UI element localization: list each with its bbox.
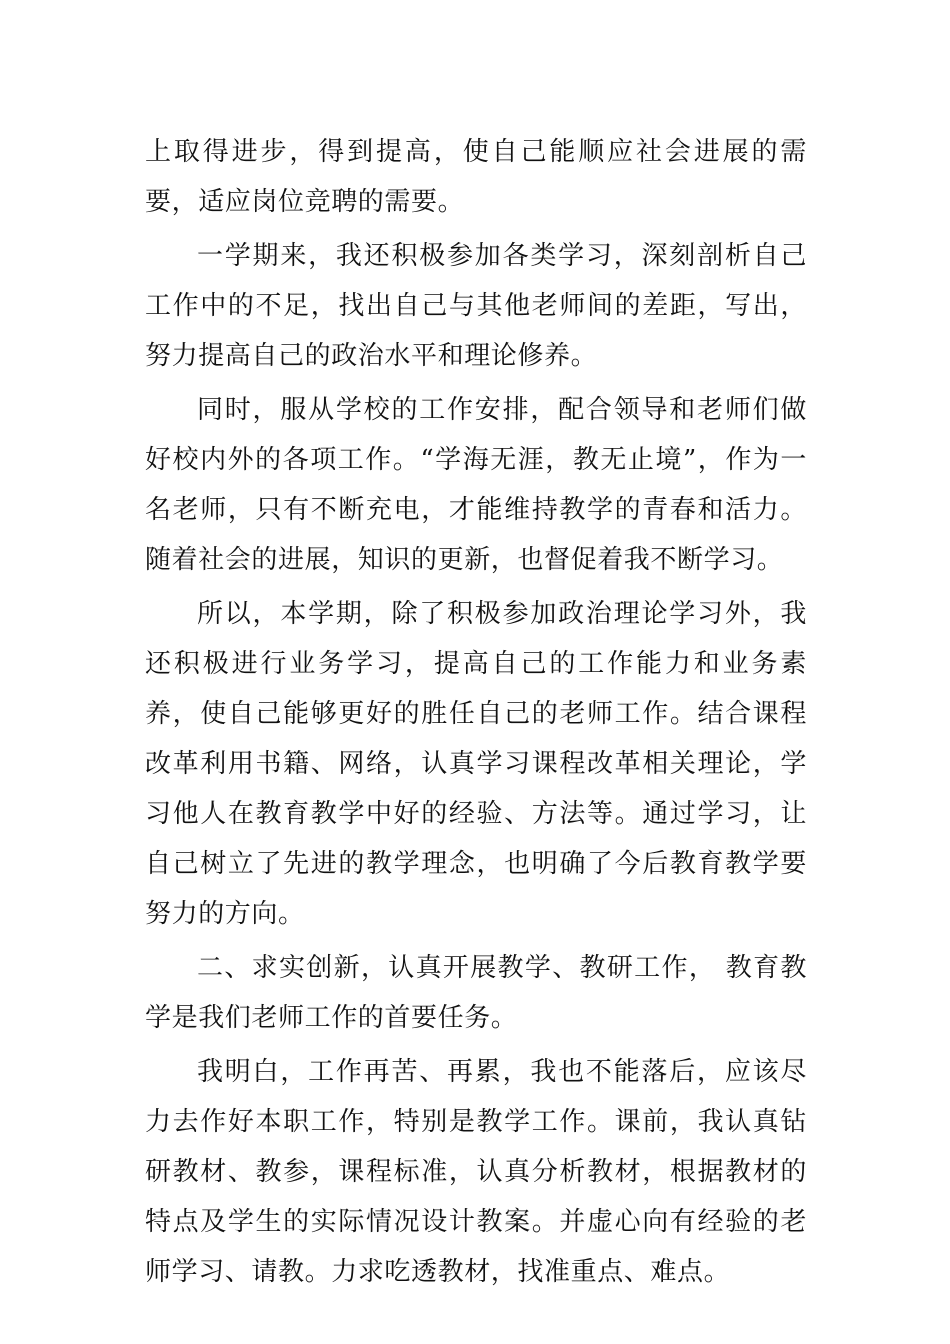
paragraph-teaching-work: 我明白，工作再苦、再累，我也不能落后，应该尽力去作好本职工作，特别是教学工作。课前，我认真钻研教材、教参，课程标准，认真分析教材，根据教材的特点及学生的实际情况设计教案。并虚心向有经验的老师学习、请教。力求吃透教材，找准重点、难点。 [145, 1057, 807, 1287]
paragraph-section-two-heading: 二、求实创新，认真开展教学、教研工作， 教育教学是我们老师工作的首要任务。 [145, 953, 807, 1033]
paragraph-school-work: 同时，服从学校的工作安排，配合领导和老师们做好校内外的各项工作。“学海无涯，教无止境”，作为一名老师，只有不断充电，才能维持教学的青春和活力。随着社会的进展，知识的更新，也督促着我不断学习。 [145, 395, 807, 575]
document-body [145, 127, 807, 1301]
paragraph-continuation: 上取得进步，得到提高，使自己能顺应社会进展的需要，适应岗位竞聘的需要。 [145, 137, 807, 217]
paragraph-business-study: 所以，本学期，除了积极参加政治理论学习外，我还积极进行业务学习，提高自己的工作能力和业务素养，使自己能够更好的胜任自己的老师工作。结合课程改革利用书籍、网络，认真学习课程改革相关理论，学习他人在教育教学中好的经验、方法等。通过学习，让自己树立了先进的教学理念，也明确了今后教育教学要努力的方向。 [145, 599, 807, 929]
paragraph-study: 一学期来，我还积极参加各类学习，深刻剖析自己工作中的不足，找出自己与其他老师间的差距，写出，努力提高自己的政治水平和理论修养。 [145, 241, 807, 371]
